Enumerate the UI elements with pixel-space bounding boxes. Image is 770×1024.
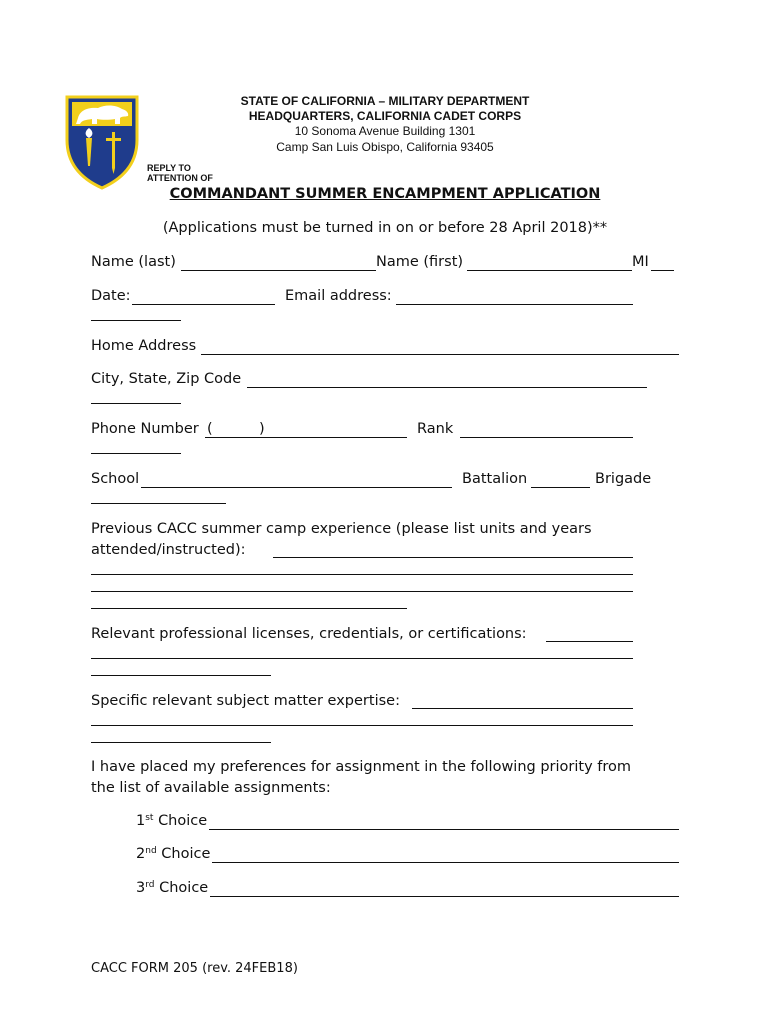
expertise-label: Specific relevant subject matter expertise: <box>91 693 400 709</box>
mi-field[interactable] <box>651 270 674 271</box>
choice-1-label: 1st Choice <box>136 813 208 829</box>
rank-label: Rank <box>417 421 454 437</box>
battalion-field[interactable] <box>531 487 590 488</box>
form-deadline-note: (Applications must be turned in on or before 28 April 2018)** <box>162 220 608 236</box>
email-field-continued[interactable] <box>91 320 181 321</box>
header-city-address: Camp San Luis Obispo, California 93405 <box>276 140 494 154</box>
date-field[interactable] <box>132 304 275 305</box>
school-label: School <box>91 471 140 487</box>
email-label: Email address: <box>285 288 392 304</box>
previous-experience-field[interactable] <box>273 557 633 558</box>
brigade-label: Brigade <box>595 471 652 487</box>
date-label: Date: <box>91 288 131 304</box>
school-field[interactable] <box>141 487 452 488</box>
expertise-field-line-3[interactable] <box>91 742 271 743</box>
choice-1-field[interactable] <box>209 829 679 830</box>
previous-experience-field-line-2[interactable] <box>91 574 633 575</box>
licenses-field-line-3[interactable] <box>91 675 271 676</box>
choice-3-label: 3rd Choice <box>136 880 209 896</box>
phone-area-open: ( <box>207 421 213 437</box>
city-state-zip-field-continued[interactable] <box>91 403 181 404</box>
attention-of-label: ATTENTION OF <box>147 173 213 183</box>
preferences-instructions-continued: the list of available assignments: <box>91 780 331 796</box>
name-last-field[interactable] <box>181 270 376 271</box>
form-title: COMMANDANT SUMMER ENCAMPMENT APPLICATION <box>169 186 601 202</box>
previous-experience-label-continued: attended/instructed): <box>91 542 246 558</box>
previous-experience-field-line-4[interactable] <box>91 608 407 609</box>
header-department: STATE OF CALIFORNIA – MILITARY DEPARTMENT <box>240 94 530 108</box>
name-first-label: Name (first) <box>376 254 464 270</box>
home-address-label: Home Address <box>91 338 197 354</box>
home-address-field[interactable] <box>201 354 679 355</box>
name-last-label: Name (last) <box>91 254 176 270</box>
email-field[interactable] <box>396 304 633 305</box>
choice-3-field[interactable] <box>210 896 679 897</box>
preferences-instructions: I have placed my preferences for assignment in the following priority from <box>91 759 632 775</box>
previous-experience-label: Previous CACC summer camp experience (please list units and years <box>91 521 592 537</box>
mi-label: MI <box>632 254 649 270</box>
header-headquarters: HEADQUARTERS, CALIFORNIA CADET CORPS <box>248 109 522 123</box>
licenses-label: Relevant professional licenses, credentials, or certifications: <box>91 626 527 642</box>
phone-number-label: Phone Number <box>91 421 199 437</box>
phone-number-field[interactable] <box>205 437 407 438</box>
rank-field-continued[interactable] <box>91 453 181 454</box>
header-street-address: 10 Sonoma Avenue Building 1301 <box>294 124 476 138</box>
name-first-field[interactable] <box>467 270 632 271</box>
city-state-zip-field[interactable] <box>247 387 647 388</box>
form-identifier: CACC FORM 205 (rev. 24FEB18) <box>91 961 298 976</box>
brigade-field[interactable] <box>91 503 226 504</box>
expertise-field-line-2[interactable] <box>91 725 633 726</box>
reply-to-label: REPLY TO <box>147 163 191 173</box>
battalion-label: Battalion <box>462 471 528 487</box>
expertise-field[interactable] <box>412 708 633 709</box>
previous-experience-field-line-3[interactable] <box>91 591 633 592</box>
rank-field[interactable] <box>460 437 633 438</box>
phone-area-close: ) <box>259 421 265 437</box>
choice-2-field[interactable] <box>212 862 679 863</box>
choice-2-label: 2nd Choice <box>136 846 211 862</box>
licenses-field[interactable] <box>546 641 633 642</box>
licenses-field-line-2[interactable] <box>91 658 633 659</box>
city-state-zip-label: City, State, Zip Code <box>91 371 242 387</box>
